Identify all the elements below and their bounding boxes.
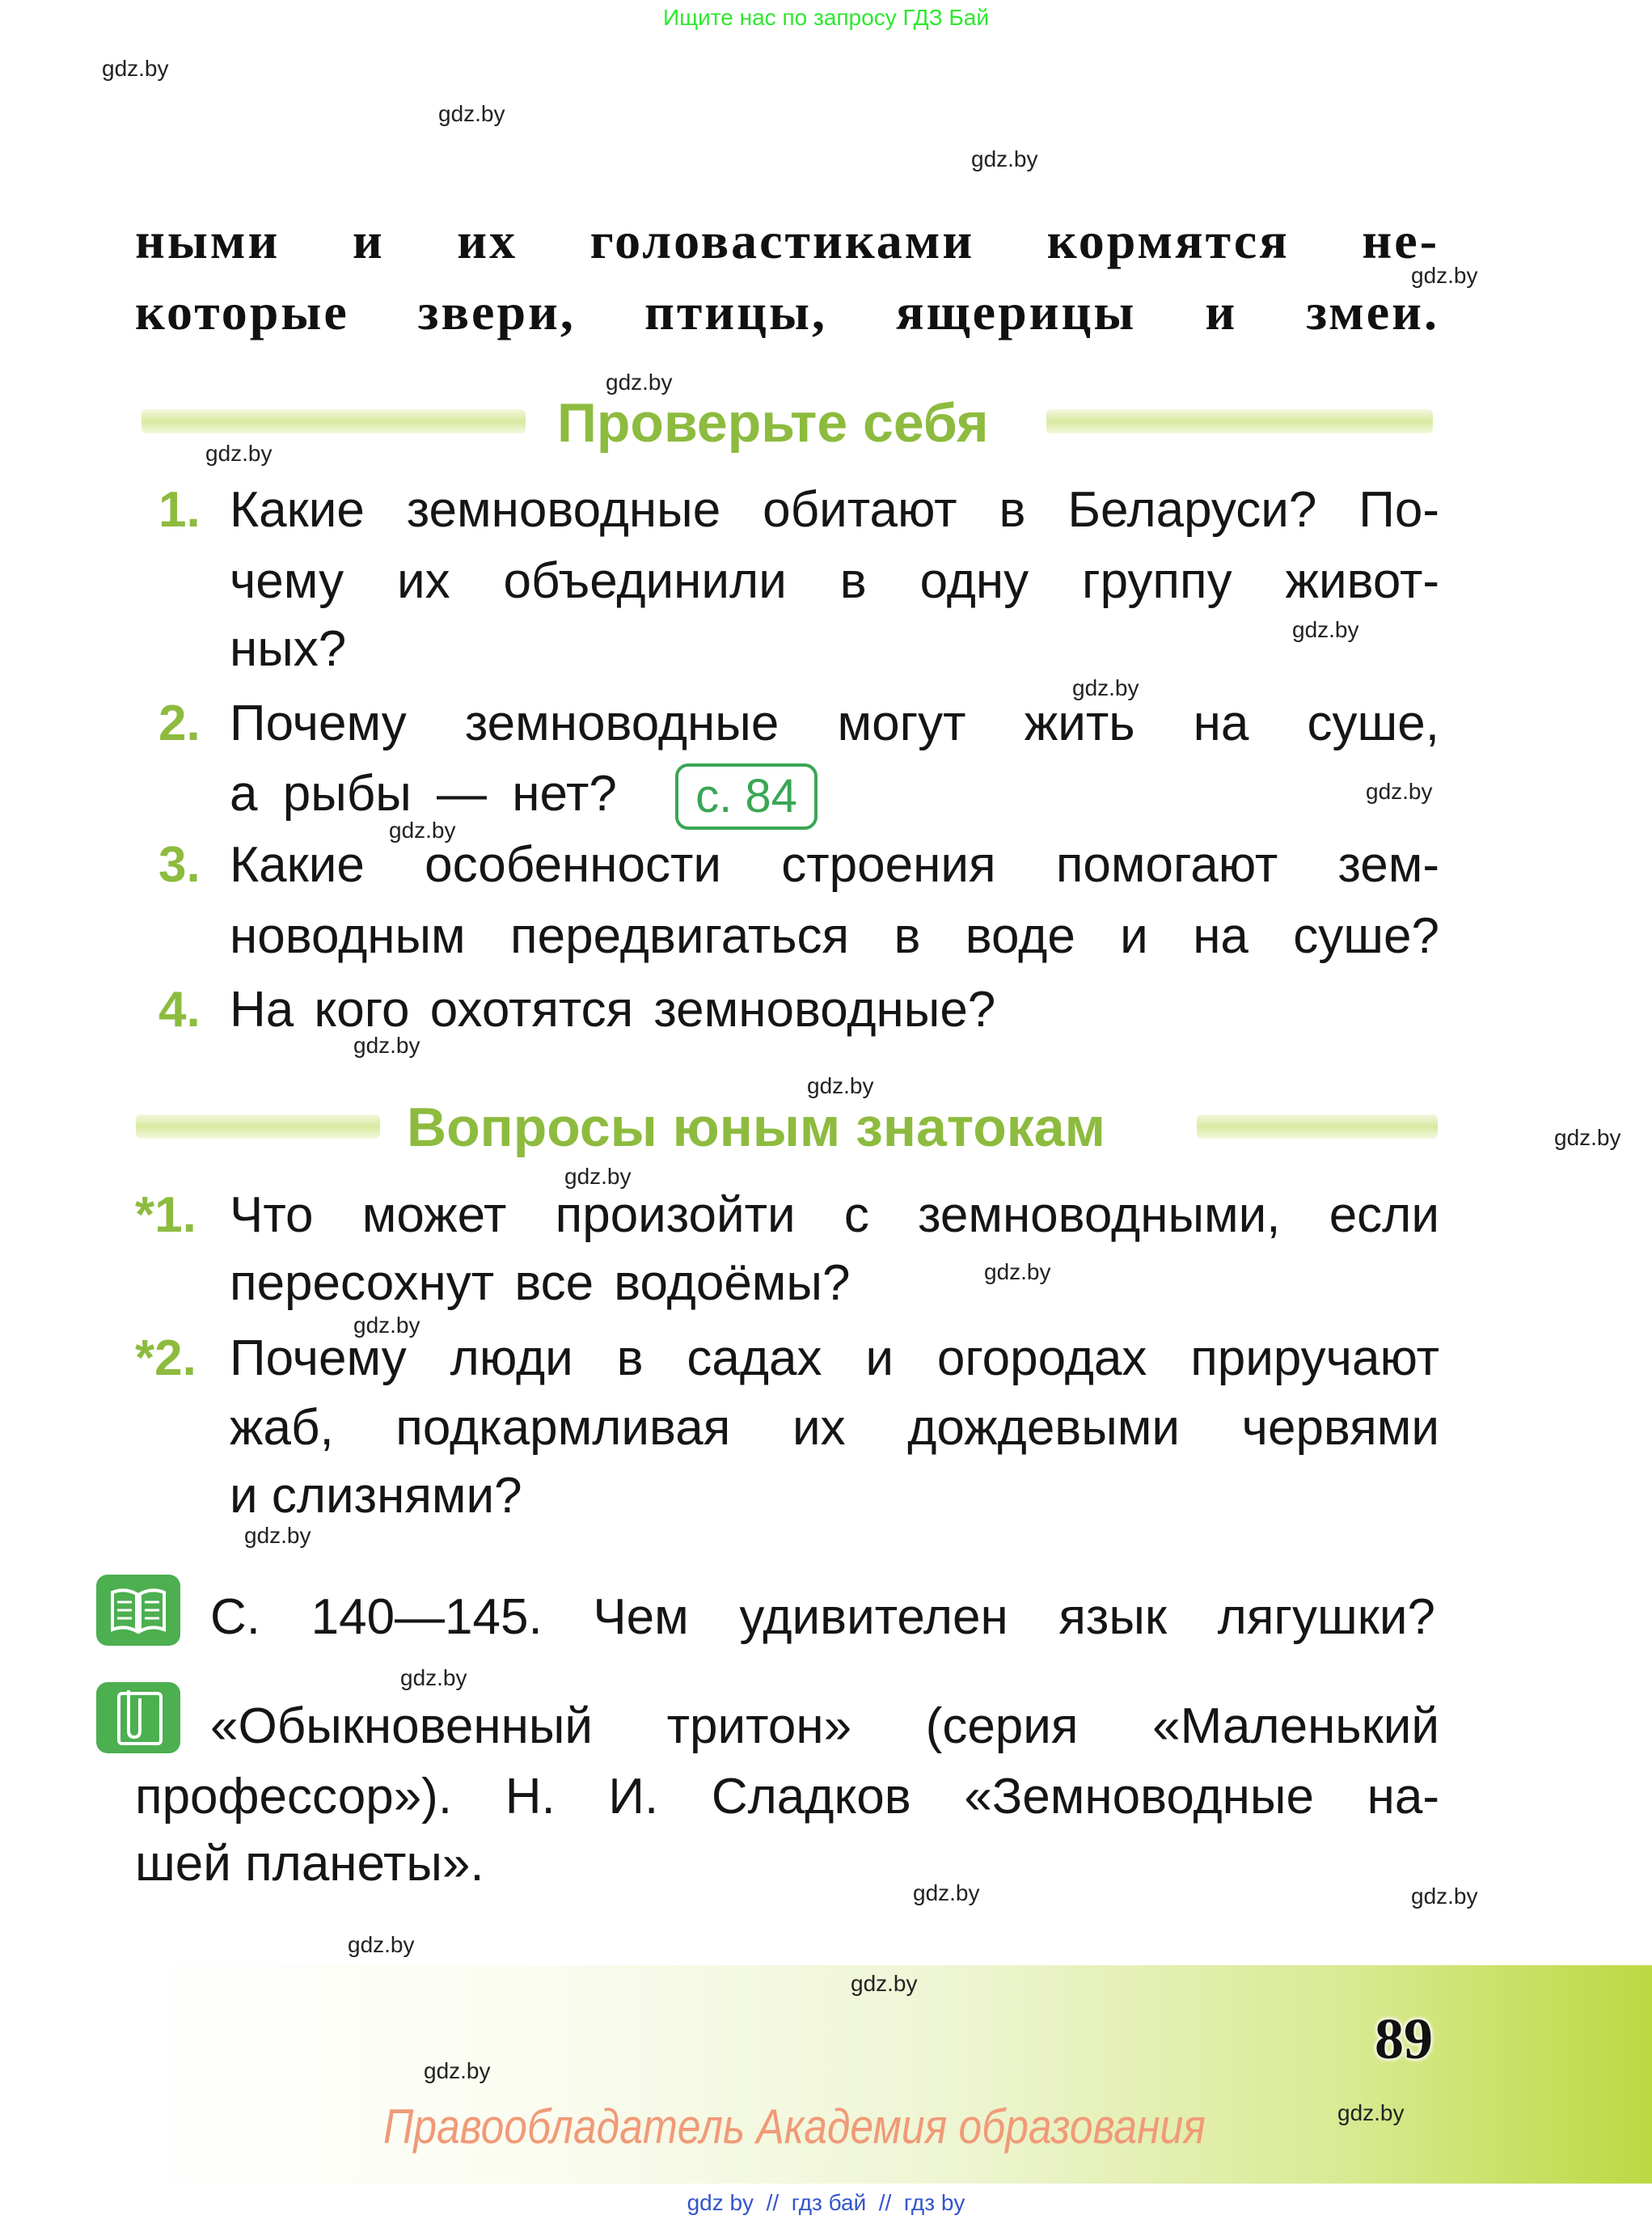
question-line: новодным передвигаться в воде и на суше? <box>230 908 1439 964</box>
watermark: gdz.by <box>971 146 1038 171</box>
page-reference-badge: с. 84 <box>675 763 818 830</box>
extra-reading-line: профессор»). Н. И. Сладков «Земноводные на- <box>135 1769 1439 1824</box>
question-line: Какие земноводные обитают в Беларуси? По- <box>230 482 1439 538</box>
watermark: gdz.by <box>353 1033 420 1058</box>
question-line: а рыбы — нет? <box>230 766 617 822</box>
question-line: На кого охотятся земноводные? <box>230 982 996 1038</box>
intro-line: ными и их головастиками кормятся не- <box>135 212 1439 269</box>
intro-line: которые звери, птицы, ящерицы и змеи. <box>135 283 1439 340</box>
watermark: gdz.by <box>1337 2100 1405 2125</box>
watermark: gdz.by <box>205 441 273 466</box>
watermark: gdz.by <box>913 1880 980 1905</box>
watermark: gdz.by <box>353 1313 420 1338</box>
search-hint: Ищите нас по запросу ГДЗ Бай <box>662 5 990 30</box>
question-line: Почему люди в садах и огородах приручают <box>230 1330 1439 1386</box>
watermark: gdz.by <box>984 1259 1051 1284</box>
heading-decor-bar <box>1197 1114 1438 1139</box>
watermark: gdz.by <box>1072 675 1139 700</box>
heading-decor-bar <box>136 1114 380 1139</box>
question-number: *2. <box>135 1330 196 1386</box>
watermark: gdz.by <box>244 1523 311 1548</box>
paperclip-book-icon <box>96 1682 180 1753</box>
copyright-notice: Правообладатель Академия образования <box>383 2099 1206 2154</box>
watermark: gdz.by <box>851 1971 918 1996</box>
extra-reading-line: «Обыкновенный тритон» (серия «Маленький <box>210 1698 1439 1754</box>
bottom-links[interactable]: gdz by // гдз бай // гдз by <box>687 2190 965 2215</box>
book-icon <box>96 1575 180 1646</box>
question-line: Почему земноводные могут жить на суше, <box>230 696 1439 751</box>
watermark: gdz.by <box>424 2058 491 2083</box>
watermark: gdz.by <box>1411 263 1478 288</box>
section-title-check-yourself: Проверьте себя <box>557 392 989 454</box>
question-number: 1. <box>158 482 201 538</box>
watermark: gdz.by <box>1411 1884 1478 1909</box>
watermark: gdz.by <box>807 1073 874 1098</box>
watermark: gdz.by <box>438 101 505 126</box>
question-line: пересохнут все водоёмы? <box>230 1255 851 1311</box>
question-number: 2. <box>158 696 201 751</box>
question-number: 3. <box>158 837 201 893</box>
watermark: gdz.by <box>1292 617 1359 642</box>
section-title-young-experts: Вопросы юным знатокам <box>407 1097 1105 1158</box>
question-line: чему их объединили в одну группу живот- <box>230 553 1439 609</box>
watermark: gdz.by <box>102 56 169 81</box>
watermark: gdz.by <box>1554 1125 1621 1150</box>
extra-reading-line: шей планеты». <box>135 1836 484 1892</box>
question-line: Что может произойти с земноводными, если <box>230 1187 1439 1243</box>
watermark: gdz.by <box>606 370 673 395</box>
heading-decor-bar <box>142 409 526 433</box>
heading-decor-bar <box>1046 409 1433 433</box>
question-number: 4. <box>158 982 201 1038</box>
question-number: *1. <box>135 1187 196 1243</box>
question-line: жаб, подкармливая их дождевыми червями <box>230 1400 1439 1456</box>
question-line: Какие особенности строения помогают зем- <box>230 837 1439 893</box>
reading-task: С. 140—145. Чем удивителен язык лягушки? <box>210 1589 1435 1645</box>
watermark: gdz.by <box>564 1164 632 1189</box>
watermark: gdz.by <box>400 1665 467 1690</box>
watermark: gdz.by <box>1366 779 1433 804</box>
page-number: 89 <box>1375 2006 1433 2071</box>
watermark: gdz.by <box>389 818 456 843</box>
question-line: ных? <box>230 621 347 677</box>
watermark: gdz.by <box>348 1932 415 1957</box>
question-line: и слизнями? <box>230 1468 522 1524</box>
